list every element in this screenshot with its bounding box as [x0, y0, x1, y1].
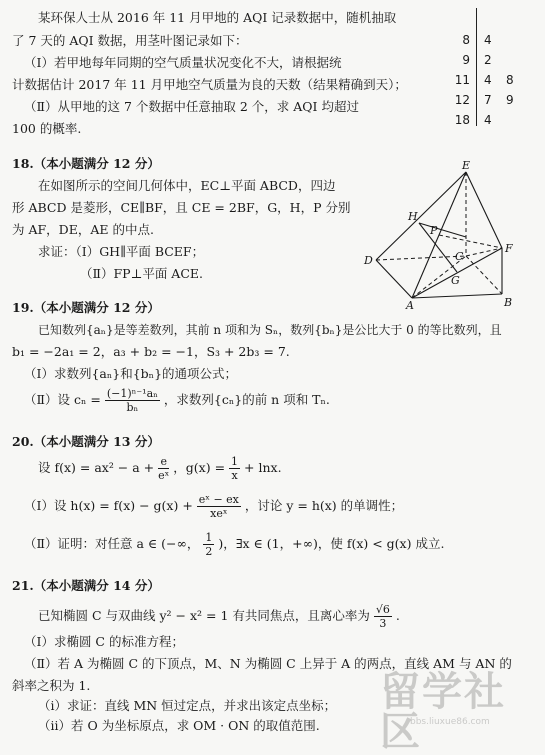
p20-def-frac2-num: 1 [231, 455, 239, 468]
edge-DC [376, 256, 466, 260]
label-A: A [406, 299, 414, 310]
edge-HG [419, 223, 457, 272]
p20-def-frac2-den: x [231, 469, 238, 482]
stem-leaf-plot [444, 8, 534, 126]
p20-def-suffix: + lnx. [244, 460, 282, 475]
leaf-value: 9 [506, 93, 514, 107]
watermark-url: bbs.liuxue86.com [410, 717, 490, 727]
leaf-value: 4 [484, 33, 492, 47]
p20-part1-num: eˣ − ex [198, 493, 239, 506]
stem-value: 9 [462, 53, 470, 67]
p17-part2-line2: 100 的概率. [12, 121, 82, 136]
p20-part1-den: xeˣ [210, 507, 228, 520]
p21-ecc-num: √6 [375, 603, 390, 616]
p20-def-mid: ，g(x) = [173, 460, 226, 475]
stem-value: 12 [454, 93, 470, 107]
p19-part2-prefix: （Ⅱ）设 cₙ = [24, 392, 101, 407]
watermark-text: 留学社区 [380, 669, 506, 755]
p20-def-frac1-den: eˣ [158, 469, 170, 482]
p21-sub1: （ⅰ）求证：直线 MN 恒过定点，并求出该定点坐标； [38, 698, 337, 713]
p20-definition [38, 456, 282, 481]
p18-line2: 形 ABCD 是菱形，CE∥BF，且 CE = 2BF，G，H，P 分别 [12, 200, 351, 215]
edge-DA [376, 260, 412, 298]
stem-leaf-divider [476, 8, 477, 126]
stem-value: 8 [462, 33, 470, 47]
p19-part2-suffix: ，求数列{cₙ}的前 n 项和 Tₙ. [163, 392, 330, 407]
p20-part2-frac [203, 532, 214, 557]
p19-cn-fraction [105, 388, 160, 413]
p20-part1 [24, 494, 403, 519]
stem-value: 18 [454, 113, 470, 127]
p18-prove2: （Ⅱ）FP⊥平面 ACE. [80, 266, 203, 281]
label-F: F [505, 242, 513, 255]
leaf-value: 7 [484, 93, 492, 107]
leaf-value: 4 [484, 113, 492, 127]
p20-def-frac1 [158, 456, 169, 481]
p19-part2 [24, 388, 330, 413]
p21-line1-prefix: 已知椭圆 C 与双曲线 y² − x² = 1 有共同焦点，且离心率为 [38, 608, 370, 623]
leaf-value: 2 [484, 53, 492, 67]
p20-def-frac2 [229, 456, 240, 481]
p21-part2-line1: （Ⅱ）若 A 为椭圆 C 的下顶点，M、N 为椭圆 C 上异于 A 的两点，直线 AM 与 AN 的 [24, 656, 512, 671]
label-B: B [504, 296, 513, 309]
p17-intro-line2: 了 7 天的 AQI 数据，用茎叶图记录如下： [12, 33, 248, 48]
edge-PF [439, 235, 502, 248]
stem-value: 11 [454, 73, 470, 87]
edge-EF [466, 172, 502, 248]
p18-prove1: 求证：（Ⅰ）GH∥平面 BCEF； [38, 244, 205, 259]
p20-header: 20.（本小题满分 13 分） [12, 434, 160, 449]
label-D: D [364, 254, 373, 267]
p21-header: 21.（本小题满分 14 分） [12, 578, 160, 593]
p21-sub2: （ⅱ）若 O 为坐标原点，求 OM · ON 的取值范围. [38, 718, 320, 733]
p20-part1-prefix: （Ⅰ）设 h(x) = f(x) − g(x) + [24, 498, 193, 513]
p20-part2-num: 1 [205, 531, 213, 544]
edge-CF [466, 248, 502, 256]
p21-line1-suffix: . [395, 608, 400, 623]
label-P: P [430, 224, 438, 237]
p21-eccentricity [374, 604, 392, 629]
edge-HP [419, 223, 466, 237]
p18-header: 18.（本小题满分 12 分） [12, 156, 160, 171]
p21-part1: （Ⅰ）求椭圆 C 的标准方程； [24, 634, 184, 649]
p19-line2: b₁ = −2a₁ = 2，a₃ + b₂ = −1，S₃ + 2b₃ = 7. [12, 344, 290, 359]
geometry-figure [362, 160, 522, 310]
p19-line1: 已知数列{aₙ}是等差数列，其前 n 项和为 Sₙ，数列{bₙ}是公比大于 0 的等比数列，且 [38, 323, 502, 337]
label-H: H [408, 210, 418, 223]
p19-header: 19.（本小题满分 12 分） [12, 300, 160, 315]
edge-AB [412, 294, 502, 298]
p18-line3: 为 AF，DE，AE 的中点. [12, 222, 154, 237]
p17-part1-line2: 计数据估计 2017 年 11 月甲地空气质量为良的天数（结果精确到天）； [12, 77, 407, 92]
p20-part2 [24, 532, 444, 557]
p19-cn-denominator: bₙ [126, 401, 139, 414]
p17-part1-line1: （Ⅰ）若甲地每年同期的空气质量状况变化不大，请根据统 [24, 55, 342, 70]
watermark-logo [380, 669, 545, 755]
p17-part2-line1: （Ⅱ）从甲地的这 7 个数据中任意抽取 2 个，求 AQI 均超过 [24, 99, 359, 114]
p19-cn-numerator: (−1)ⁿ⁻¹aₙ [106, 387, 158, 400]
label-E: E [462, 160, 471, 172]
edge-CB [466, 256, 502, 294]
p20-part2-den: 2 [205, 545, 213, 558]
edge-ED [376, 172, 466, 260]
p21-part2-line2: 斜率之积为 1. [12, 678, 91, 693]
p19-part1: （Ⅰ）求数列{aₙ}和{bₙ}的通项公式； [24, 366, 238, 381]
leaf-value: 4 [484, 73, 492, 87]
label-C: C [455, 250, 464, 263]
p17-intro-line1: 某环保人士从 2016 年 11 月甲地的 AQI 记录数据中，随机抽取 [38, 10, 397, 25]
p20-part2-suffix: )，∃x ∈ (1，+∞)，使 f(x) < g(x) 成立. [218, 536, 445, 551]
p21-ecc-den: 3 [379, 617, 387, 630]
p20-part2-prefix: （Ⅱ）证明：对任意 a ∈ (−∞， [24, 536, 200, 551]
label-G: G [451, 274, 460, 287]
leaf-value: 8 [506, 73, 514, 87]
p20-part1-frac [197, 494, 241, 519]
p20-def-prefix: 设 f(x) = ax² − a + [38, 460, 155, 475]
p20-part1-suffix: ，讨论 y = h(x) 的单调性； [244, 498, 404, 513]
p20-def-frac1-num: e [158, 456, 169, 469]
p21-line1 [38, 604, 400, 629]
p18-line1: 在如图所示的空间几何体中，EC⊥平面 ABCD，四边 [38, 178, 336, 193]
